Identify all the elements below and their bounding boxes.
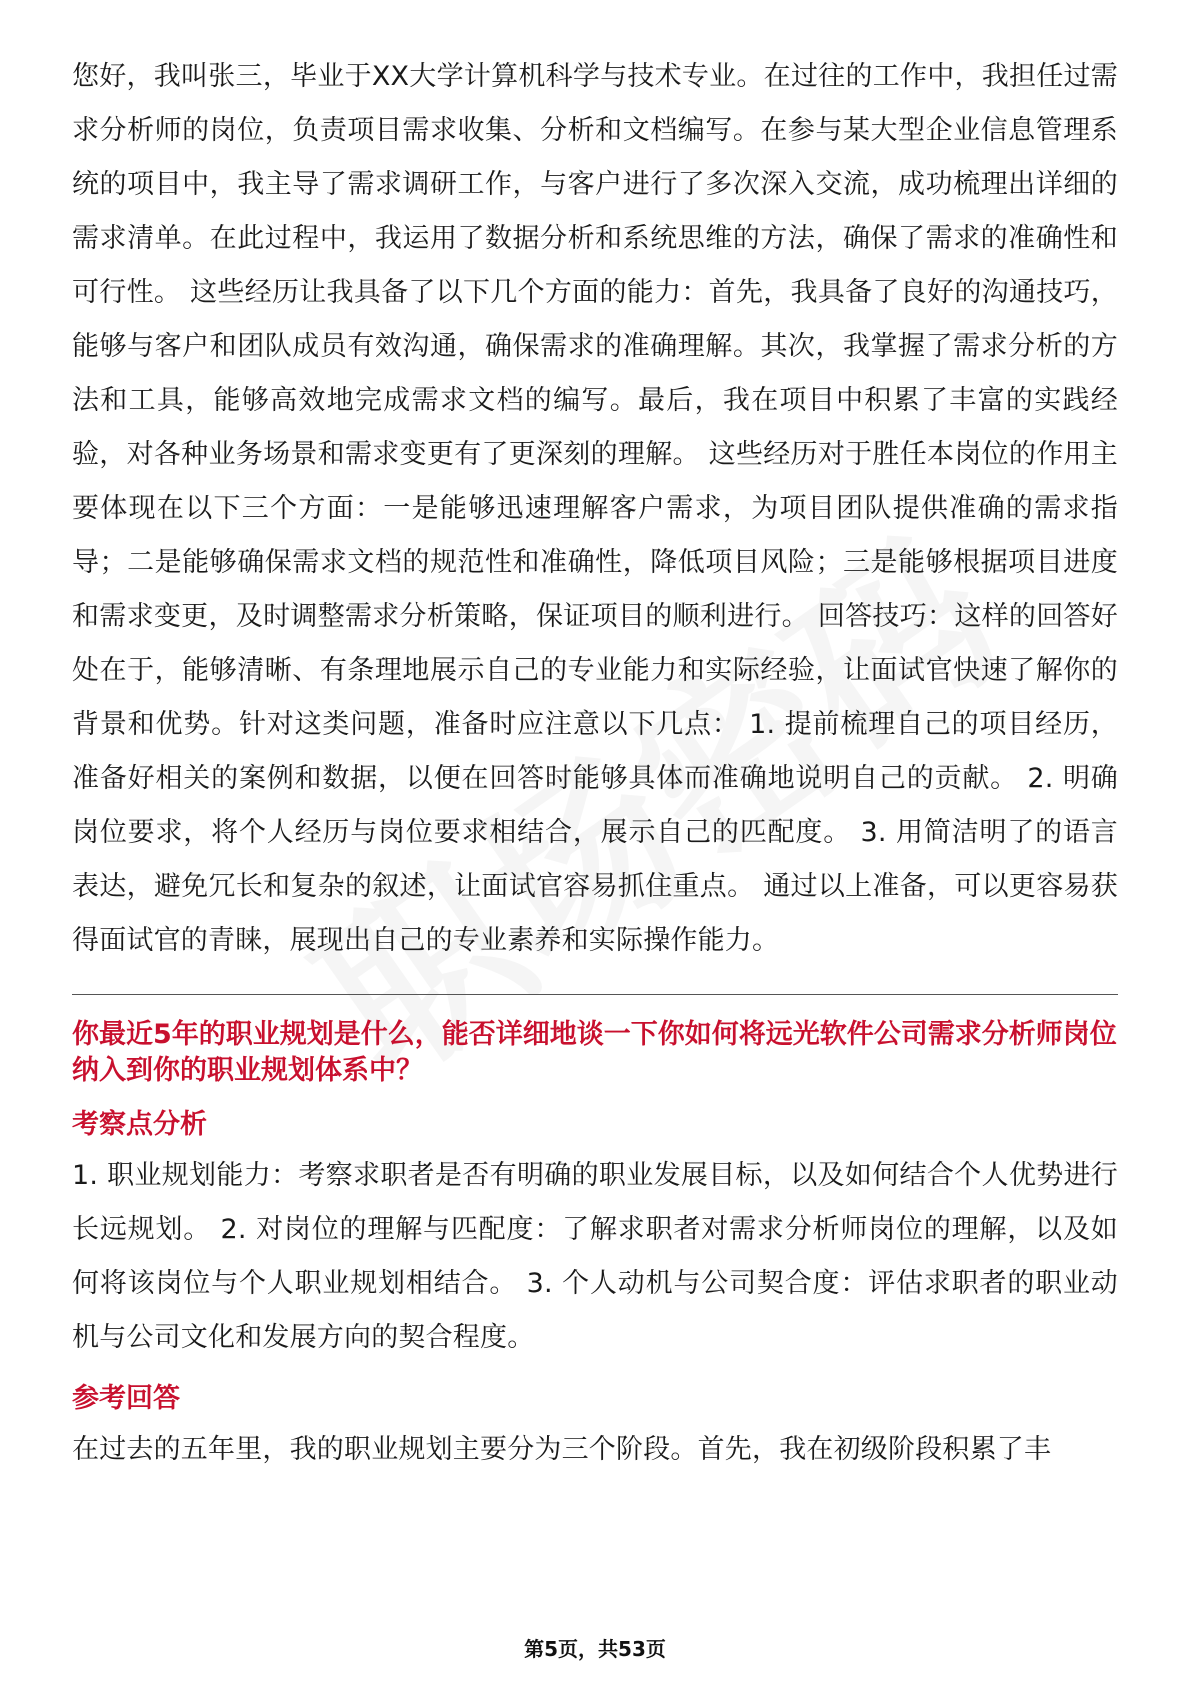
question-title: 你最近5年的职业规划是什么，能否详细地谈一下你如何将远光软件公司需求分析师岗位纳入到你的职业规划体系中？ xyxy=(72,1019,1117,1086)
document-page xyxy=(72,50,1118,1491)
previous-answer-paragraph: 您好，我叫张三，毕业于XX大学计算机科学与技术专业。在过往的工作中，我担任过需求分析师的岗位，负责项目需求收集、分析和文档编写。在参与某大型企业信息管理系统的项目中，我主导了需求调研工作，与客户进行了多次深入交流，成功梳理出详细的需求清单。在此过程中，我运用了数据分析和系统思维的方法，确保了需求的准确性和可行性。 这些经历让我具备了以下几个方面的能力：首先，我具备了良好的沟通技巧，能够与客户和团队成员有效沟通，确保需求的准确理解。其次，我掌握了需求分析的方法和工具，能够高效地完成需求文档的编写。最后，我在项目中积累了丰富的实践经验，对各种业务场景和需求变更有了更深刻的理解。 这些经历对于胜任本岗位的作用主要体现在以下三个方面：一是能够迅速理解客户需求，为项目团队提供准确的需求指导；二是能够确保需求文档的规范性和准确性，降低项目风险；三是能够根据项目进度和需求变更，及时调整需求分析策略，保证项目的顺利进行。 回答技巧：这样的回答好处在于，能够清晰、有条理地展示自己的专业能力和实际经验，让面试官快速了解你的背景和优势。针对这类问题，准备时应注意以下几点： 1. 提前梳理自己的项目经历，准备好相关的案例和数据，以便在回答时能够具体而准确地说明自己的贡献。 2. 明确岗位要求，将个人经历与岗位要求相结合，展示自己的匹配度。 3. 用简洁明了的语言表达，避免冗长和复杂的叙述，让面试官容易抓住重点。 通过以上准备，可以更容易获得面试官的青睐，展现出自己的专业素养和实际操作能力。 xyxy=(72,61,1118,956)
reference-heading: 参考回答 xyxy=(72,1383,180,1414)
analysis-heading: 考察点分析 xyxy=(72,1109,207,1140)
page-number: 第5页，共53页 xyxy=(524,1637,666,1661)
section-divider xyxy=(72,994,1118,995)
analysis-paragraph: 1. 职业规划能力：考察求职者是否有明确的职业发展目标，以及如何结合个人优势进行长远规划。 2. 对岗位的理解与匹配度：了解求职者对需求分析师岗位的理解，以及如何将该岗位与个人职业规划相结合。 3. 个人动机与公司契合度：评估求职者的职业动机与公司文化和发展方向的契合程度。 xyxy=(72,1160,1118,1353)
reference-section xyxy=(72,1379,1118,1477)
reference-paragraph: 在过去的五年里，我的职业规划主要分为三个阶段。首先，我在初级阶段积累了丰 xyxy=(72,1434,1052,1465)
analysis-section xyxy=(72,1105,1118,1365)
